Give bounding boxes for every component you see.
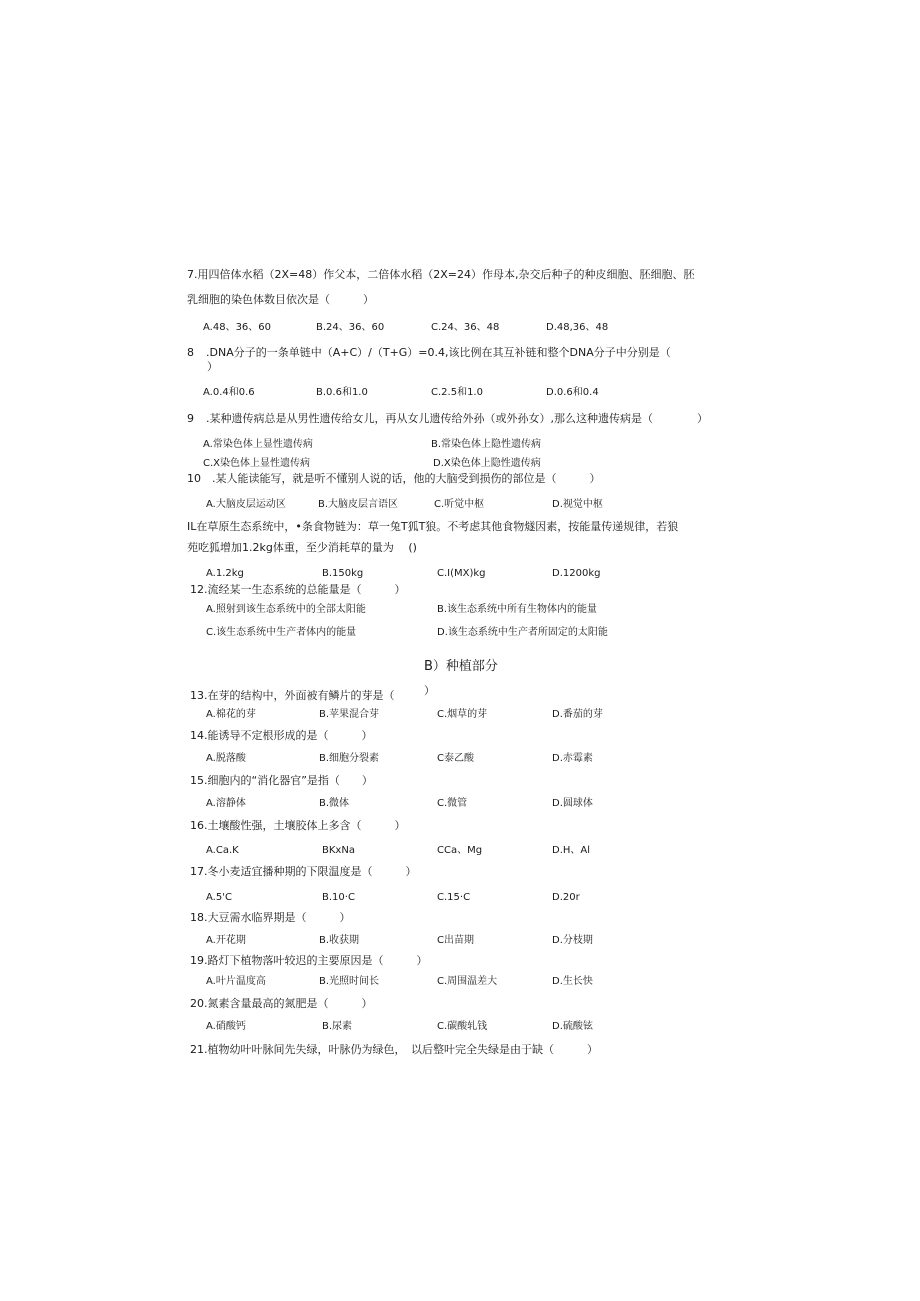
question-18-option-b: B.收获期 [319,935,360,946]
question-7-stem-line-2: 乳细胞的染色体数目依次是（ ） [187,293,374,306]
question-12-stem: 12.流经某一生态系统的总能量是（ ） [190,583,406,596]
question-8-stem-line-1: .DNA分子的一条单链中（A+C）/（T+G）=0.4,该比例在其互补链和整个DNA分子中分别是（ [206,346,671,359]
question-17-option-b: B.10·C [322,892,355,903]
question-9-option-b: B.常染色体上隐性遗传病 [431,439,542,450]
question-19-option-a: A.叶片温度高 [206,976,266,987]
question-20-option-d: D.硫酸铉 [552,1021,593,1032]
question-10-option-d: D.视觉中枢 [552,499,603,510]
question-13-option-d: D.番茄的芽 [552,709,603,720]
question-21-stem-part-2: 以后整叶完全失绿是由于缺（ ） [411,1043,598,1056]
question-19-option-b: B.光照时间长 [319,976,380,987]
question-12-option-c: C.该生态系统中生产者体内的能量 [206,627,357,638]
question-17-option-a: A.5'C [206,892,232,903]
question-14-option-c: C泰乙酸 [437,753,474,764]
question-10-option-b: B.大脑皮层言语区 [318,499,399,510]
question-18-option-c: C出苗期 [437,935,474,946]
question-15-option-b: B.微体 [319,798,350,809]
question-10-number: 10 [187,472,201,485]
question-13-option-b: B.苹果混合芽 [319,709,380,720]
question-16-stem: 16.土壤酸性强，土壤胶体上多含（ ） [190,819,406,832]
section-b-heading: B）种植部分 [424,659,498,674]
question-7-option-a: A.48、36、60 [203,322,272,333]
question-8-option-b: B.0.6和1.0 [316,387,368,398]
question-16-option-a: A.Ca.K [206,845,239,856]
question-10-option-c: C.听觉中枢 [434,499,485,510]
question-18-stem: 18.大豆需水临界期是（ ） [190,911,351,924]
question-11-option-c: C.I(MX)kg [437,568,486,579]
question-21-stem-part-1: 21.植物幼叶叶脉间先失绿，叶脉仍为绿色， [190,1043,406,1056]
question-13-option-c: C.烟草的芽 [437,709,488,720]
question-14-stem: 14.能诱导不定根形成的是（ ） [190,729,373,742]
question-9-option-a: A.常染色体上显性遗传病 [203,439,313,450]
question-13-stem: 13.在芽的结构中，外面被有鳞片的芽是（ [190,689,428,702]
question-20-stem: 20.氮素含量最高的氮肥是（ ） [190,997,373,1010]
question-17-stem: 17.冬小麦适宜播种期的下限温度是（ ） [190,865,417,878]
question-20-option-c: C.碳酸轧钱 [437,1021,488,1032]
question-12-option-d: D.该生态系统中生产者所固定的太阳能 [437,627,608,638]
question-19-stem: 19.路灯下植物落叶较迟的主要原因是（ ） [190,954,428,967]
question-9-number: 9 [187,412,194,425]
question-11-stem-line-1: IL在草原生态系统中，•条食物链为：草一兔T狐T狼。不考虑其他食物燧因素，按能量传递规律，若狼 [187,520,679,533]
question-8-option-c: C.2.5和1.0 [431,387,483,398]
question-10-option-a: A.大脑皮层运动区 [206,499,286,510]
question-14-option-d: D.赤霉素 [552,753,593,764]
question-18-option-a: A.开花期 [206,935,246,946]
question-16-option-b: BKxNa [322,845,355,856]
question-11-option-b: B.150kg [322,568,364,579]
question-8-number: 8 [187,346,194,359]
question-15-option-d: D.圆球体 [552,798,593,809]
question-16-option-d: D.H、Al [552,845,591,856]
question-20-option-b: B.尿素 [322,1021,353,1032]
question-7-option-b: B.24、36、60 [316,322,385,333]
question-19-option-c: C.周围温差大 [437,976,498,987]
question-12-option-b: B.该生态系统中所有生物体内的能量 [437,604,598,615]
question-8-option-a: A.0.4和0.6 [203,387,255,398]
question-11-stem-line-2: 苑吃狐增加1.2kg体重，至少消耗草的量为 () [187,541,417,554]
question-17-option-d: D.20r [552,892,580,903]
question-7-option-c: C.24、36、48 [431,322,500,333]
question-9-option-c: C.X染色体上显性遗传病 [203,458,311,469]
question-11-option-a: A.1.2kg [206,568,244,579]
question-8-option-d: D.0.6和0.4 [546,387,599,398]
question-18-option-d: D.分枝期 [552,935,593,946]
question-9-option-d: D.X染色体上隐性遗传病 [433,458,541,469]
question-20-option-a: A.硝酸钙 [206,1021,246,1032]
question-7-stem-line-1: 7.用四倍体水稻（2X=48）作父本，二倍体水稻（2X=24）作母本,杂交后种子的种皮细胞、胚细胞、胚 [187,268,695,281]
question-13-option-a: A.棉花的芽 [206,709,256,720]
question-19-option-d: D.生长快 [552,976,593,987]
question-15-stem: 15.细胞内的“消化器官”是指（ ） [190,774,373,787]
question-9-stem: .某种遗传病总是从男性遗传给女儿，再从女儿遗传给外孙（或外孙女）,那么这种遗传病是（ ） [206,412,708,425]
question-13-stem-paren: ） [424,684,435,697]
question-14-option-a: A.脱落酸 [206,753,246,764]
question-10-stem: .某人能读能写，就是听不懂别人说的话，他的大脑受到损伤的部位是（ ） [212,472,601,485]
question-15-option-c: C.微管 [437,798,468,809]
question-7-option-d: D.48,36、48 [546,322,609,333]
question-16-option-c: CCa、Mg [437,845,483,856]
question-17-option-c: C.15·C [437,892,471,903]
question-15-option-a: A.溶静体 [206,798,246,809]
question-14-option-b: B.细胞分裂素 [319,753,380,764]
question-8-stem-line-2: ） [207,360,218,373]
question-12-option-a: A.照射到该生态系统中的全部太阳能 [206,604,366,615]
question-11-option-d: D.1200kg [552,568,601,579]
